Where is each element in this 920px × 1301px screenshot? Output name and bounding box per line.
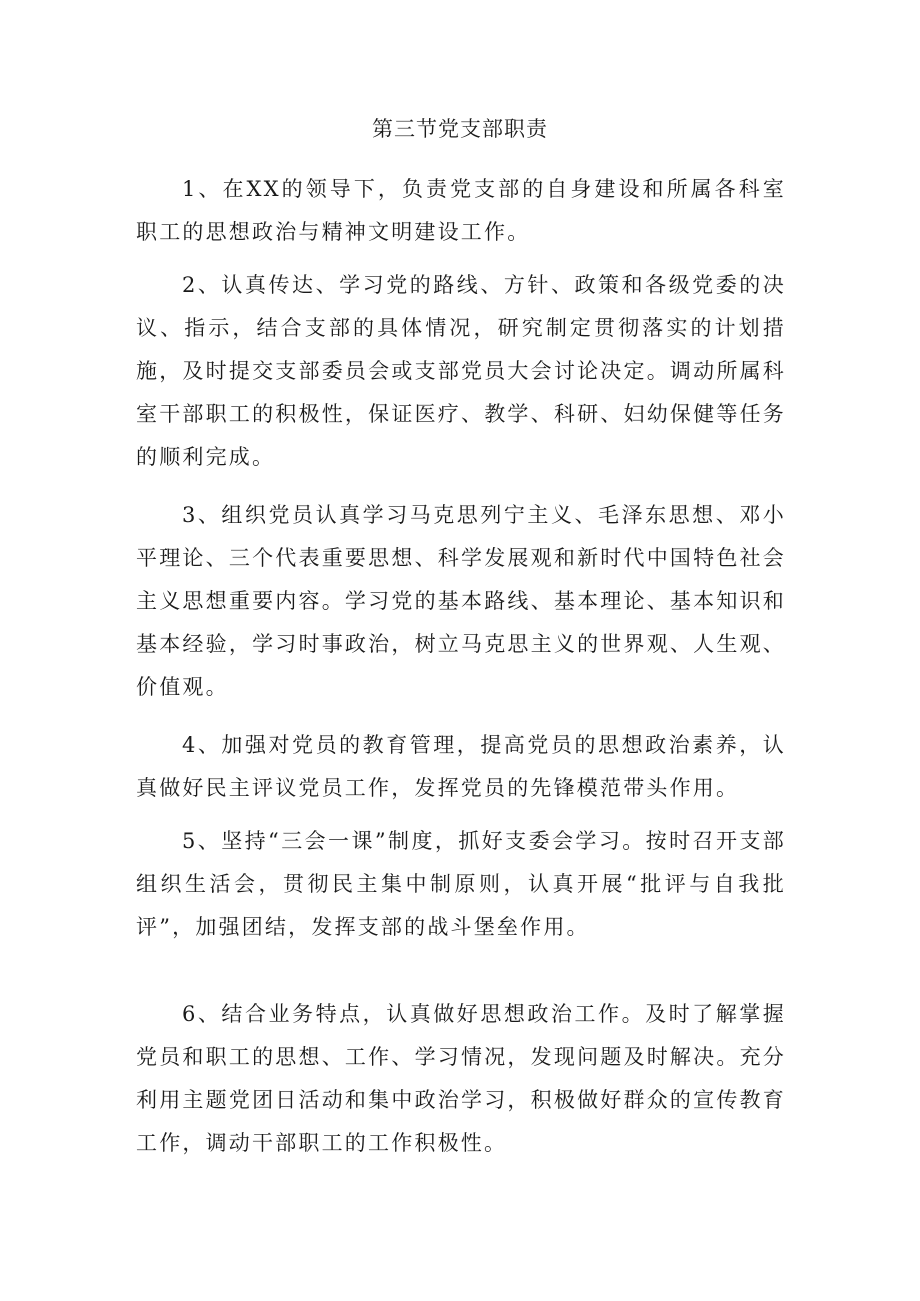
section-title: 第三节党支部职责	[372, 117, 548, 141]
duty-paragraph-2: 2、认真传达、学习党的路线、方针、政策和各级党委的决议、指示，结合支部的具体情况，研究制定贯彻落实的计划措施，及时提交支部委员会或支部党员大会讨论决定。调动所属科室干部职工的积极性，保证医疗、教学、科研、妇幼保健等任务的顺利完成。	[136, 273, 786, 469]
duty-paragraph-6: 6、结合业务特点，认真做好思想政治工作。及时了解掌握党员和职工的思想、工作、学习情况，发现问题及时解决。充分利用主题党团日活动和集中政治学习，积极做好群众的宣传教育工作，调动干部职工的工作积极性。	[136, 1002, 786, 1155]
duty-paragraph-1: 1、在XX的领导下，负责党支部的自身建设和所属各科室职工的思想政治与精神文明建设工作。	[136, 177, 786, 244]
duty-paragraph-5: 5、坚持“三会一课”制度，抓好支委会学习。按时召开支部组织生活会，贯彻民主集中制原则，认真开展“批评与自我批评”，加强团结，发挥支部的战斗堡垒作用。	[136, 829, 786, 939]
duty-paragraph-4: 4、加强对党员的教育管理，提高党员的思想政治素养，认真做好民主评议党员工作，发挥党员的先锋模范带头作用。	[136, 733, 786, 800]
duty-paragraph-3: 3、组织党员认真学习马克思列宁主义、毛泽东思想、邓小平理论、三个代表重要思想、科学发展观和新时代中国特色社会主义思想重要内容。学习党的基本路线、基本理论、基本知识和基本经验，学习时事政治，树立马克思主义的世界观、人生观、价值观。	[136, 503, 786, 699]
